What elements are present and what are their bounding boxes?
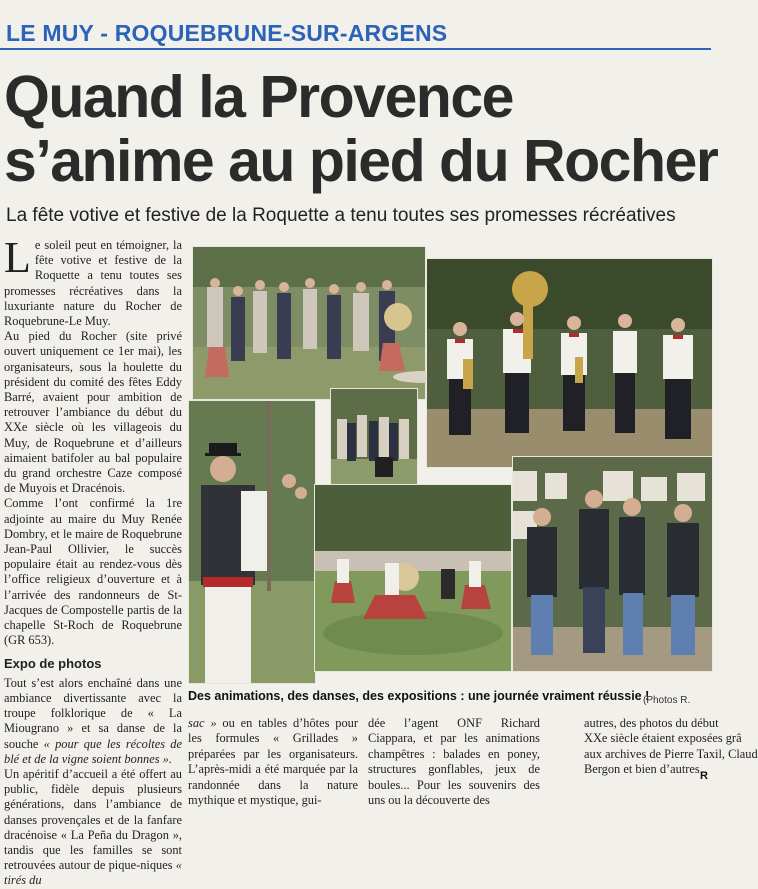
paragraph-5-text: Un apéritif d’accueil a été offert au public, fidèle depuis plusieurs générations, dans l’ambiance de danses provençales et de la fanfare dracénoise « La Peña du Dragon », tandis que les familles se sont retrouvées autour de pique-niques <box>4 766 182 873</box>
photo-flag-bearer-image <box>189 401 315 683</box>
paragraph-4 <box>4 676 182 767</box>
headline-line-1: Quand la Provence <box>4 64 513 130</box>
photo-small-crowd <box>330 388 418 492</box>
drop-cap: L <box>4 233 31 282</box>
photo-caption: Des animations, des danses, des expositions : une journée vraiment réussie ! <box>188 689 650 703</box>
article-column-1 <box>4 233 182 889</box>
paragraph-4-quote: « pour que les récoltes de blé et de la vigne soient bonnes ». <box>4 736 182 766</box>
photo-folk-crowd <box>192 246 426 400</box>
headline-line-2: s’anime au pied du Rocher <box>4 128 718 194</box>
column-4-line-3: aux archives de Pierre Taxil, Claud <box>584 746 758 761</box>
column-4-line-2: XXe siècle étaient exposées grâ <box>584 731 742 746</box>
section-kicker: LE MUY - ROQUEBRUNE-SUR-ARGENS <box>6 20 448 46</box>
photo-credit: (Photos R. <box>643 695 691 706</box>
article-column-3: dée l’agent ONF Richard Ciappara, et par les animations champêtres : balades en poney, structures gonflables, jeux de boules... Pour les souvenirs des uns ou la découverte des <box>368 716 540 808</box>
section-title: Expo de photos <box>4 656 102 672</box>
photo-exhibition-image <box>513 457 712 671</box>
paragraph-3: Comme l’ont confirmé la 1re adjointe au maire du Muy Renée Dombry, et le maire de Roquebrune Jean-Paul Ollivier, le succès populaire était au rendez-vous dès l’office religieux d’ouverture et à l’arrivée des randonneurs de St-Jacques de Compostelle partis de la chapelle St-Roch de Roquebrune (GR 653). <box>4 496 182 648</box>
paragraph-5 <box>4 767 182 889</box>
photo-brass-band <box>426 258 713 468</box>
subheadline: La fête votive et festive de la Roquette a tenu toutes ses promesses récréatives <box>6 205 676 226</box>
column-4-line-4: Bergon et bien d’autres. <box>584 762 703 777</box>
author-signature: R <box>700 770 708 782</box>
photo-dancers <box>314 484 512 672</box>
article-column-4 <box>584 716 758 778</box>
photo-small-crowd-image <box>331 389 417 491</box>
article-column-2 <box>188 716 358 808</box>
kicker-rule <box>0 48 711 50</box>
column-2-text: ou en tables d’hôtes pour les formules « Grillades » préparées par les organisateurs. L’après-midi a été marquée par la randonnée dans la nature mythique et mystique, gui- <box>188 716 358 808</box>
paragraph-1 <box>4 233 182 329</box>
photo-folk-crowd-image <box>193 247 425 399</box>
paragraph-4-text: Tout s’est alors enchaîné dans une ambiance divertissante avec la troupe folklorique de « La Miougrano » et sa danse de la souche <box>4 675 182 751</box>
photo-flag-bearer <box>188 400 316 684</box>
photo-dancers-image <box>315 485 511 671</box>
paragraph-5-quote: « tirés du <box>4 858 182 888</box>
paragraph-2: Au pied du Rocher (site privé ouvert uniquement ce 1er mai), les organisateurs, sous la houlette du président du comité des fêtes Eddy Barré, avaient pour ambition de retrouver l’ambiance du début du XXe siècle où les villageois du Muy, de Roquebrune et d’ailleurs aimaient batifoler au bal populaire du grand orchestre Caze composé de Muyois et Dracénois. <box>4 329 182 496</box>
paragraph-1-text: e soleil peut en témoigner, la fête votive et festive de la Roquette a tenu toutes ses promesses récréatives dans la luxuriante nature du Rocher de Roquebrune-Le Muy. <box>4 238 182 329</box>
photo-exhibition <box>512 456 713 672</box>
column-2-quote: sac » <box>188 716 217 730</box>
column-4-line-1: autres, des photos du début <box>584 716 719 730</box>
photo-brass-band-image <box>427 259 712 467</box>
